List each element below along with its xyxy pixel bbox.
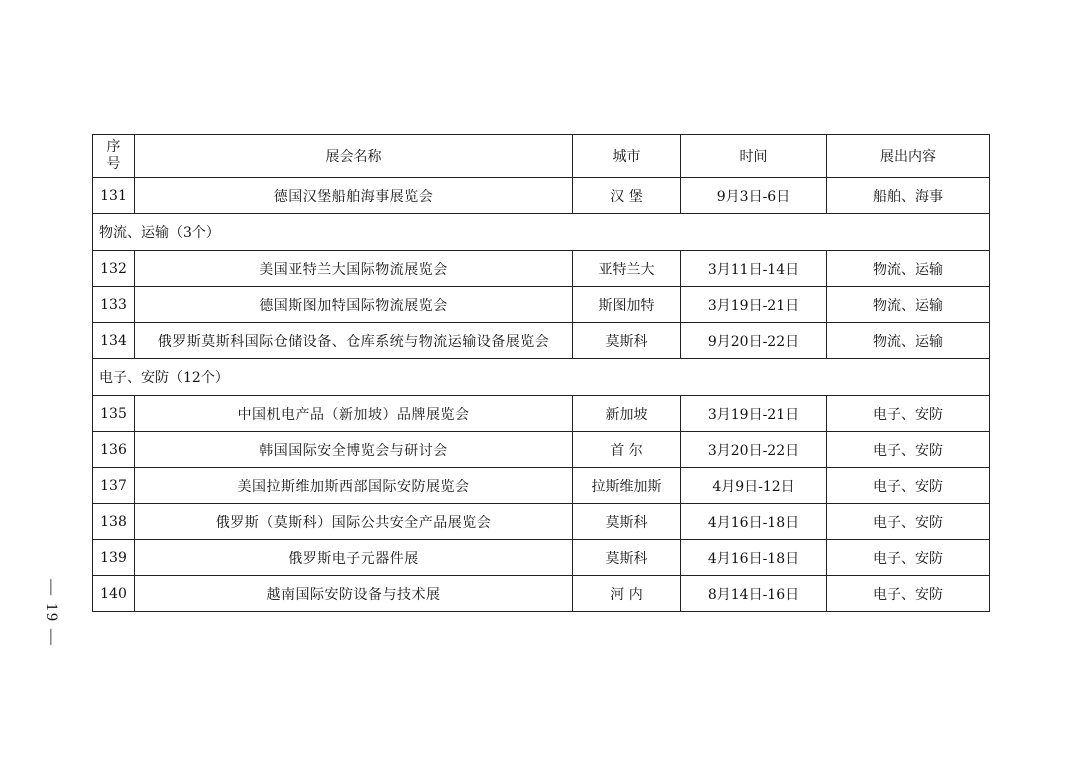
table-row (93, 504, 990, 540)
cell-name: 中国机电产品（新加坡）品牌展览会 (135, 396, 573, 432)
category-row (93, 359, 990, 396)
cell-city: 首 尔 (573, 432, 681, 468)
cell-content: 电子、安防 (827, 576, 990, 612)
table-row (93, 323, 990, 359)
table-row (93, 576, 990, 612)
cell-city: 新加坡 (573, 396, 681, 432)
category-label: 物流、运输（3个） (93, 214, 990, 251)
cell-name: 俄罗斯电子元器件展 (135, 540, 573, 576)
cell-name: 美国亚特兰大国际物流展览会 (135, 251, 573, 287)
cell-time: 9月20日-22日 (681, 323, 827, 359)
table-row (93, 468, 990, 504)
cell-name: 俄罗斯莫斯科国际仓储设备、仓库系统与物流运输设备展览会 (135, 323, 573, 359)
category-row (93, 214, 990, 251)
cell-content: 电子、安防 (827, 396, 990, 432)
cell-city: 拉斯维加斯 (573, 468, 681, 504)
cell-name: 韩国国际安全博览会与研讨会 (135, 432, 573, 468)
cell-content: 物流、运输 (827, 251, 990, 287)
cell-content: 电子、安防 (827, 504, 990, 540)
cell-content: 电子、安防 (827, 432, 990, 468)
cell-time: 9月3日-6日 (681, 178, 827, 214)
page-number-text: — 19 — (43, 579, 60, 647)
cell-content: 船舶、海事 (827, 178, 990, 214)
cell-content: 电子、安防 (827, 468, 990, 504)
cell-city: 莫斯科 (573, 540, 681, 576)
cell-time: 3月19日-21日 (681, 396, 827, 432)
cell-city: 莫斯科 (573, 323, 681, 359)
cell-name: 德国斯图加特国际物流展览会 (135, 287, 573, 323)
header-content: 展出内容 (827, 135, 990, 178)
cell-seq: 140 (93, 576, 135, 612)
cell-seq: 136 (93, 432, 135, 468)
table-row (93, 540, 990, 576)
cell-seq: 137 (93, 468, 135, 504)
page-number (36, 578, 66, 648)
cell-seq: 139 (93, 540, 135, 576)
cell-content: 电子、安防 (827, 540, 990, 576)
category-label: 电子、安防（12个） (93, 359, 990, 396)
cell-seq: 131 (93, 178, 135, 214)
cell-city: 河 内 (573, 576, 681, 612)
cell-city: 亚特兰大 (573, 251, 681, 287)
cell-time: 3月19日-21日 (681, 287, 827, 323)
cell-time: 4月16日-18日 (681, 540, 827, 576)
cell-seq: 132 (93, 251, 135, 287)
cell-time: 4月16日-18日 (681, 504, 827, 540)
table-header-row (93, 135, 990, 178)
cell-seq: 135 (93, 396, 135, 432)
cell-seq: 134 (93, 323, 135, 359)
table-row (93, 251, 990, 287)
cell-seq: 138 (93, 504, 135, 540)
header-time: 时间 (681, 135, 827, 178)
table-row (93, 178, 990, 214)
cell-content: 物流、运输 (827, 323, 990, 359)
cell-time: 4月9日-12日 (681, 468, 827, 504)
cell-time: 8月14日-16日 (681, 576, 827, 612)
cell-time: 3月11日-14日 (681, 251, 827, 287)
cell-name: 德国汉堡船舶海事展览会 (135, 178, 573, 214)
cell-name: 俄罗斯（莫斯科）国际公共安全产品展览会 (135, 504, 573, 540)
cell-city: 汉 堡 (573, 178, 681, 214)
cell-name: 越南国际安防设备与技术展 (135, 576, 573, 612)
cell-content: 物流、运输 (827, 287, 990, 323)
header-seq-line2: 号 (106, 156, 121, 172)
exhibition-table (92, 134, 990, 612)
table-row (93, 287, 990, 323)
header-seq-line1: 序 (106, 139, 121, 155)
cell-city: 莫斯科 (573, 504, 681, 540)
cell-time: 3月20日-22日 (681, 432, 827, 468)
cell-seq: 133 (93, 287, 135, 323)
table-row (93, 432, 990, 468)
header-city: 城市 (573, 135, 681, 178)
header-seq (93, 135, 135, 178)
cell-name: 美国拉斯维加斯西部国际安防展览会 (135, 468, 573, 504)
header-name: 展会名称 (135, 135, 573, 178)
cell-city: 斯图加特 (573, 287, 681, 323)
table-row (93, 396, 990, 432)
